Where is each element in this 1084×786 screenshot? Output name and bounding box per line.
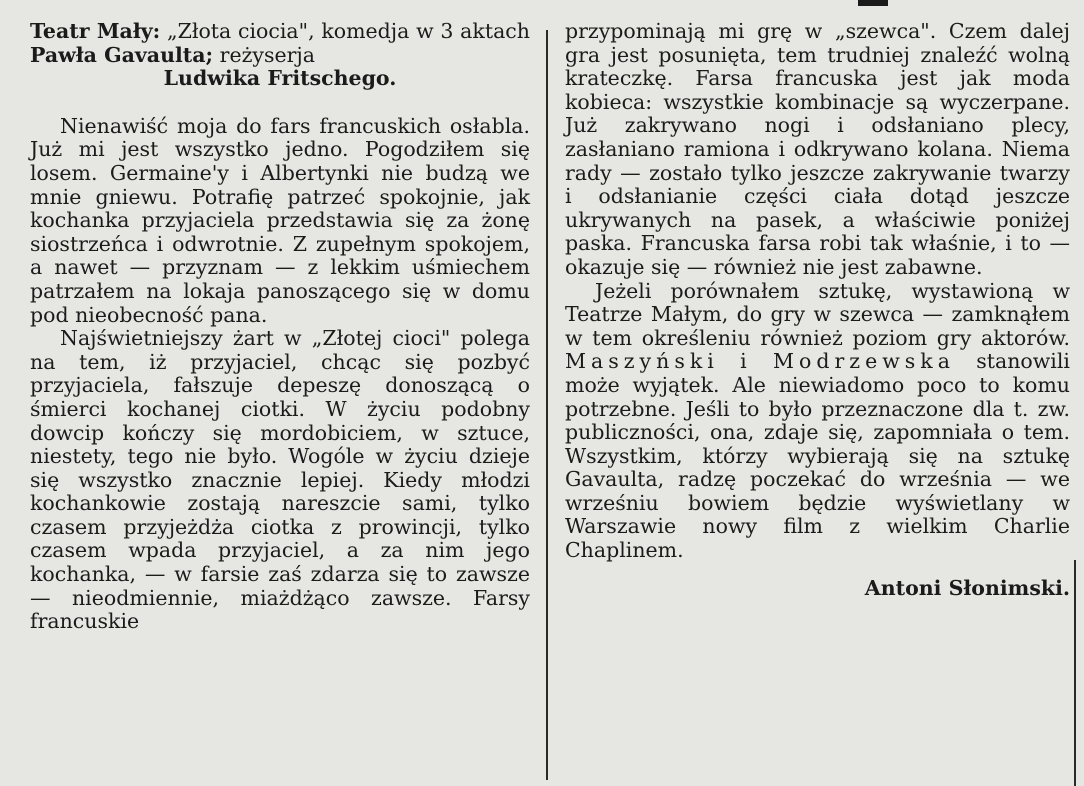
paragraph-2-continued: przypominają mi grę w „szewca". Czem dalej gra jest posunięta, tem trudniej znaleźć wolną krateczkę. Farsa francuska jest jak moda kobieca: wszystkie kombinacje są wyczerpane. Już zakrywano nogi i odsłaniano plecy, zasłaniano ramiona i odkrywano kolana. Niema rady — zostało tylko jeszcze zakrywanie twarzy i odsłanianie części ciała dotąd jeszcze ukrywanych na pasek, a właściwie poniżej paska. Francuska farsa robi tak właśnie, i to — okazuje się — również nie jest zabawne. [565,19,1070,279]
paragraph-3 [565,280,1070,563]
right-column [565,20,1070,600]
paragraph-1: Nienawiść moja do fars francuskich osłabla. Już mi jest wszystko jedno. Pogodziłem się losem. Germaine'y i Albertynki nie budzą we mnie gniewu. Potrafię patrzeć spokojnie, jak kochanka przyjaciela przedstawia się za żonę siostrzeńca i odwrotnie. Z zupełnym spokojem, a nawet — przyznam — z lekkim uśmiechem patrzałem na lokaja panoszącego się w domu pod nieobecność pana. [30,113,530,327]
direction-label: reżyserja [219,42,315,67]
left-column [30,20,530,634]
author-signature: Antoni Słonimski. [864,575,1070,600]
paragraph-2: Najświetniejszy żart w „Złotej cioci" polega na tem, iż przyjaciel, chcąc się pozbyć przyjaciela, fałszuje depeszę donoszącą o śmierci kochanej ciotki. W życiu podobny dowcip kończy się mordobiciem, w sztuce, niestety, tego nie było. Wogóle w życiu dzieje się wszystko znacznie lepiej. Kiedy młodzi kochankowie zostają nareszcie sami, tylko czasem przyjeżdża ciotka z prowincji, tylko czasem wpada przyjaciel, a za nim jego kochanka, — w farsie zaś zdarza się to zawsze — nieodmiennie, miażdżąco zawsze. Farsy francuskie [30,326,530,634]
review-heading [30,20,530,91]
theatre-name: Teatr Mały: [30,19,161,43]
column-divider [546,30,548,780]
actor-modrzewska: Modrzewska [773,349,955,374]
actor-conjunction: i [740,349,752,374]
actor-maszynski: Maszyński [565,349,719,374]
play-title: „Złota ciocia", komedja w 3 aktach [166,19,530,43]
play-author: Pawła Gavaulta; [30,42,214,67]
paragraph-3-end: stanowili może wyjątek. Ale niewiadomo poco to komu potrzebne. Jeśli to było przeznaczone dla t. zw. publiczności, ona, zdaje się, zapomniała o tem. Wszystkim, którzy wybierają się na sztukę Gavaulta, radzę poczekać do września — we wrześniu bowiem będzie wyświetlany w Warszawie nowy film z wielkim Charlie Chaplinem. [565,349,1070,563]
director-name: Ludwika Fritschego. [163,66,397,91]
right-edge-rule [1074,560,1076,786]
printed-rule-mark [858,0,888,6]
paragraph-3-start: Jeżeli porównałem sztukę, wystawioną w Teatrze Małym, do gry w szewca — zamknąłem w tem określeniu również poziom gry aktorów. [565,278,1070,350]
